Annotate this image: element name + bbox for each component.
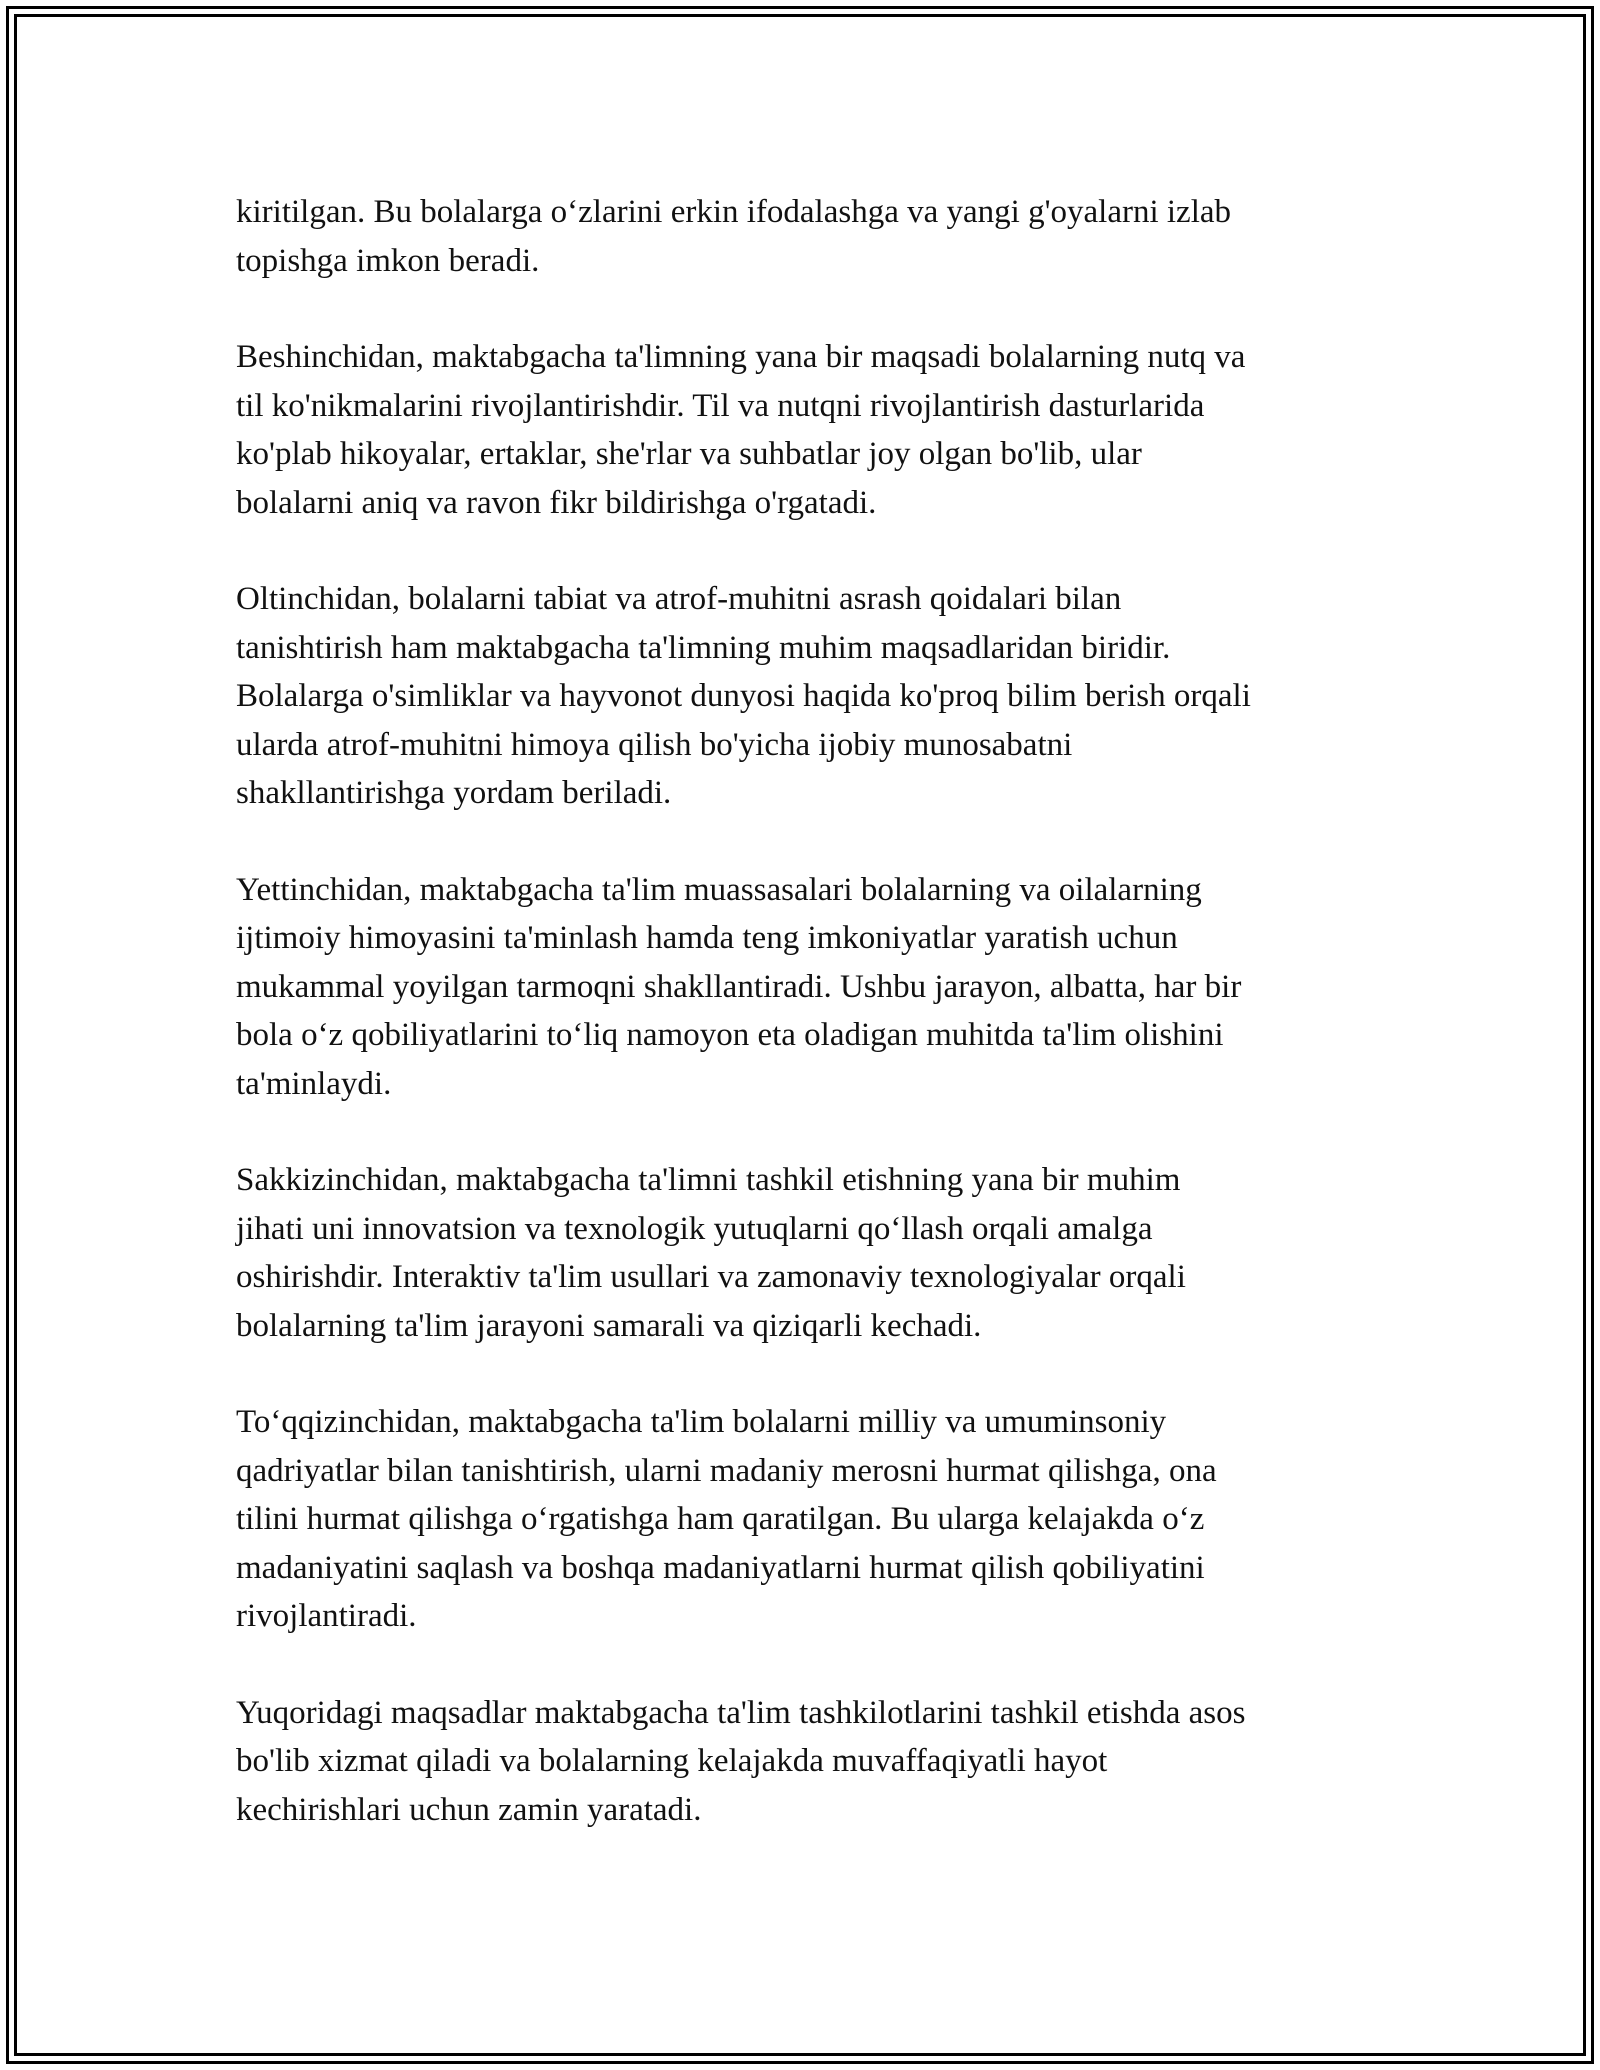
paragraph-line: bola o‘z qobiliyatlarini to‘liq namoyon eta oladigan muhitda ta'lim olishini bbox=[236, 1017, 1224, 1053]
paragraph-line: bo'lib xizmat qiladi va bolalarning kelajakda muvaffaqiyatli hayot bbox=[236, 1743, 1108, 1779]
paragraph-7 bbox=[236, 1689, 1384, 1835]
paragraph-line: rivojlantiradi. bbox=[236, 1598, 417, 1634]
paragraph-line: madaniyatini saqlash va boshqa madaniyatlarni hurmat qilish qobiliyatini bbox=[236, 1549, 1205, 1586]
paragraph-6 bbox=[236, 1398, 1384, 1641]
paragraph-line: jihati uni innovatsion va texnologik yutuqlarni qo‘llash orqali amalga bbox=[236, 1210, 1153, 1247]
paragraph-line: mukammal yoyilgan tarmoqni shakllantiradi. Ushbu jarayon, albatta, har bir bbox=[236, 968, 1242, 1005]
paragraph-line: til ko'nikmalarini rivojlantirishdir. Til va nutqni rivojlantirish dasturlarida bbox=[236, 387, 1205, 424]
paragraph-line: Oltinchidan, bolalarni tabiat va atrof-muhitni asrash qoidalari bilan bbox=[236, 581, 1122, 617]
paragraph-2 bbox=[236, 333, 1384, 527]
paragraph-3 bbox=[236, 575, 1384, 818]
document-body bbox=[236, 188, 1384, 1882]
paragraph-line: kiritilgan. Bu bolalarga o‘zlarini erkin ifodalashga va yangi g'oyalarni izlab bbox=[236, 194, 1232, 230]
paragraph-line: bolalarni aniq va ravon fikr bildirishga o'rgatadi. bbox=[236, 484, 877, 521]
paragraph-line: Sakkizinchidan, maktabgacha ta'limni tashkil etishning yana bir muhim bbox=[236, 1162, 1181, 1198]
paragraph-line: ularda atrof-muhitni himoya qilish bo'yicha ijobiy munosabatni bbox=[236, 726, 1073, 763]
paragraph-line: Beshinchidan, maktabgacha ta'limning yana bir maqsadi bolalarning nutq va bbox=[236, 339, 1246, 375]
paragraph-4 bbox=[236, 866, 1384, 1109]
paragraph-line: To‘qqizinchidan, maktabgacha ta'lim bolalarni milliy va umuminsoniy bbox=[236, 1404, 1167, 1440]
paragraph-line: oshirishdir. Interaktiv ta'lim usullari va zamonaviy texnologiyalar orqali bbox=[236, 1259, 1186, 1295]
paragraph-line: ta'minlaydi. bbox=[236, 1065, 392, 1102]
paragraph-line: Yuqoridagi maqsadlar maktabgacha ta'lim tashkilotlarini tashkil etishda asos bbox=[236, 1694, 1246, 1731]
paragraph-line: shakllantirishga yordam beriladi. bbox=[236, 775, 672, 811]
paragraph-line: tilini hurmat qilishga o‘rgatishga ham qaratilgan. Bu ularga kelajakda o‘z bbox=[236, 1501, 1205, 1537]
paragraph-line: topishga imkon beradi. bbox=[236, 242, 540, 279]
paragraph-line: Yettinchidan, maktabgacha ta'lim muassasalari bolalarning va oilalarning bbox=[236, 871, 1202, 908]
paragraph-line: Bolalarga o'simliklar va hayvonot dunyosi haqida ko'proq bilim berish orqali bbox=[236, 678, 1251, 714]
paragraph-line: qadriyatlar bilan tanishtirish, ularni madaniy merosni hurmat qilishga, ona bbox=[236, 1452, 1217, 1489]
paragraph-line: ijtimoiy himoyasini ta'minlash hamda teng imkoniyatlar yaratish uchun bbox=[236, 920, 1178, 956]
paragraph-line: tanishtirish ham maktabgacha ta'limning muhim maqsadlaridan biridir. bbox=[236, 629, 1171, 666]
paragraph-line: bolalarning ta'lim jarayoni samarali va qiziqarli kechadi. bbox=[236, 1307, 982, 1344]
paragraph-line: kechirishlari uchun zamin yaratadi. bbox=[236, 1791, 702, 1828]
paragraph-5 bbox=[236, 1156, 1384, 1350]
paragraph-1 bbox=[236, 188, 1384, 285]
paragraph-line: ko'plab hikoyalar, ertaklar, she'rlar va suhbatlar joy olgan bo'lib, ular bbox=[236, 436, 1142, 472]
